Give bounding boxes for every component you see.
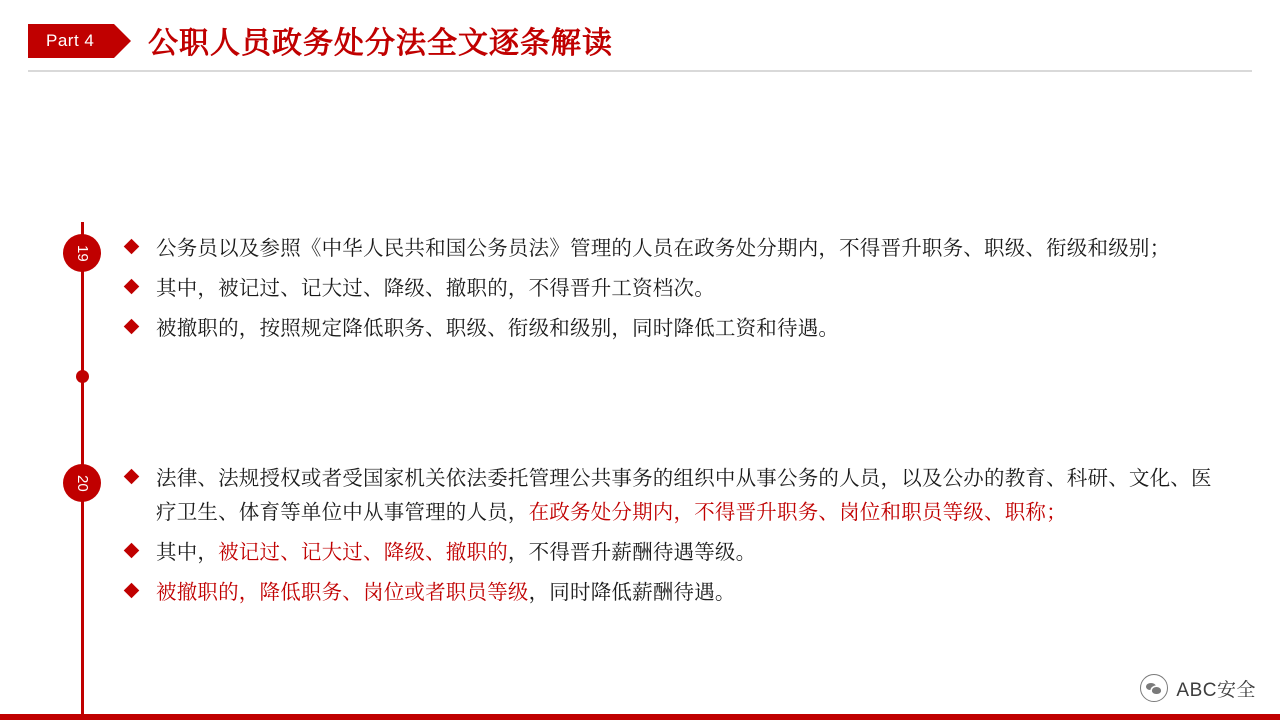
text-segment-plain: 法律、法规授权或者受国家机关依法委托管理公共事务的组织中从事公务的人员，以及公办的教育、科研、文化、医疗卫生、体育等单位中从事管理的人员， [156,467,1212,524]
watermark-label: ABC安全 [1176,679,1256,701]
text-segment-plain: ，同时降低薪酬待遇。 [528,581,736,604]
text-segment-plain: 其中， [156,541,219,564]
bottom-accent-bar [0,714,1280,720]
list-item [122,536,1232,570]
text-segment-highlight: 在政务处分期内，不得晋升职务、岗位和职员等级、职称； [528,501,1067,524]
diamond-bullet-icon [124,279,140,295]
list-item-text [156,576,1232,610]
page-title: 公职人员政务处分法全文逐条解读 [148,27,613,60]
diamond-bullet-icon [124,583,140,599]
timeline-node-19-label: 19 [74,244,91,262]
wechat-icon [1140,674,1168,702]
content-block-19 [122,232,1232,352]
timeline-node-20-label: 20 [74,474,91,492]
part-badge: Part 4 [28,24,114,58]
watermark [1140,674,1256,702]
list-item [122,272,1232,306]
content-block-20 [122,462,1232,616]
list-item-text [156,462,1232,530]
text-segment-highlight: 被记过、记大过、降级、撤职的 [218,541,508,564]
diamond-bullet-icon [124,319,140,335]
diamond-bullet-icon [124,239,140,255]
slide-header [0,0,1280,78]
timeline-dot [76,370,89,383]
timeline-node-20 [63,464,101,502]
header-divider [28,70,1252,72]
list-item-text: 公务员以及参照《中华人民共和国公务员法》管理的人员在政务处分期内，不得晋升职务、职级、衔级和级别； [156,237,1171,260]
diamond-bullet-icon [124,543,140,559]
list-item [122,576,1232,610]
list-item-text: 其中，被记过、记大过、降级、撤职的，不得晋升工资档次。 [156,277,715,300]
diamond-bullet-icon [124,469,140,485]
text-segment-plain: ，不得晋升薪酬待遇等级。 [507,541,757,564]
list-item [122,312,1232,346]
list-item-text [156,536,1232,570]
text-segment-highlight: 被撤职的，降低职务、岗位或者职员等级 [156,581,529,604]
list-item-text: 被撤职的，按照规定降低职务、职级、衔级和级别，同时降低工资和待遇。 [156,317,840,340]
list-item [122,232,1232,266]
list-item [122,462,1232,530]
timeline-node-19 [63,234,101,272]
